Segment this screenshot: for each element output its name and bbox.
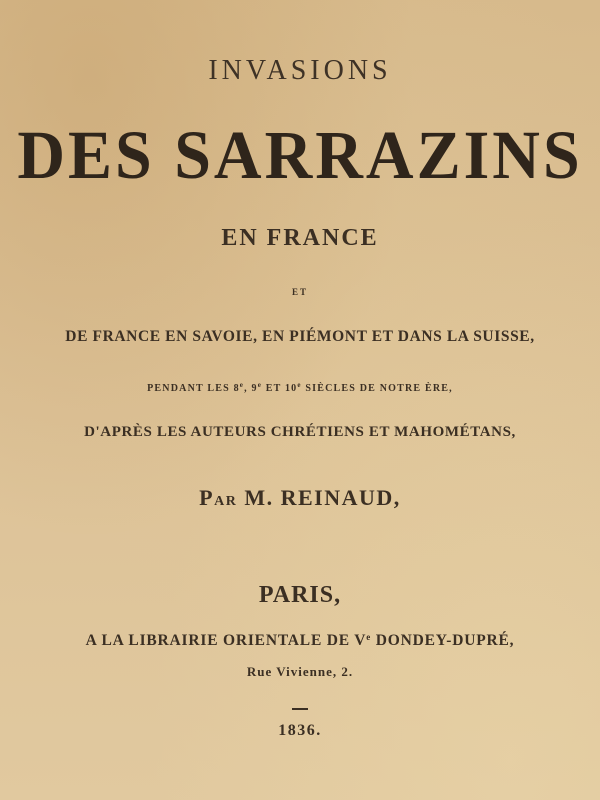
subtitle-regions: DE FRANCE EN SAVOIE, EN PIÉMONT ET DANS LA SUISSE,	[65, 328, 535, 345]
subtitle-en-france: EN FRANCE	[221, 225, 379, 251]
author-par-rest: AR	[214, 494, 238, 509]
sources-line: D'APRÈS LES AUTEURS CHRÉTIENS ET MAHOMÉTANS,	[84, 424, 516, 440]
period-line	[0, 381, 600, 394]
imprint-publisher	[0, 632, 600, 650]
author-line	[0, 485, 600, 511]
main-title: DES SARRAZINS	[17, 117, 583, 194]
period-sup-2: e	[257, 381, 263, 389]
period-suffix: SIÈCLES DE NOTRE ÈRE,	[301, 383, 453, 394]
publisher-sup: e	[366, 632, 372, 642]
pre-title: INVASIONS	[208, 55, 392, 86]
imprint-city: PARIS,	[258, 582, 342, 608]
author-name: M. REINAUD,	[237, 485, 401, 510]
divider-rule	[0, 700, 600, 710]
period-sup-1: e	[239, 381, 245, 389]
rule-bar	[292, 708, 308, 710]
author-par-initial: P	[199, 485, 215, 510]
imprint-address: Rue Vivienne, 2.	[246, 664, 354, 679]
period-mid-2: ET 10	[262, 383, 298, 394]
period-prefix: PENDANT LES 8	[147, 383, 240, 394]
imprint-year: 1836.	[278, 722, 322, 739]
publisher-prefix: A LA LIBRAIRIE ORIENTALE DE V	[85, 632, 367, 649]
conjunction-et: ET	[291, 287, 308, 297]
publisher-suffix: DONDEY-DUPRÉ,	[371, 632, 515, 649]
period-sup-3: e	[297, 381, 302, 389]
period-mid-1: , 9	[244, 383, 258, 394]
